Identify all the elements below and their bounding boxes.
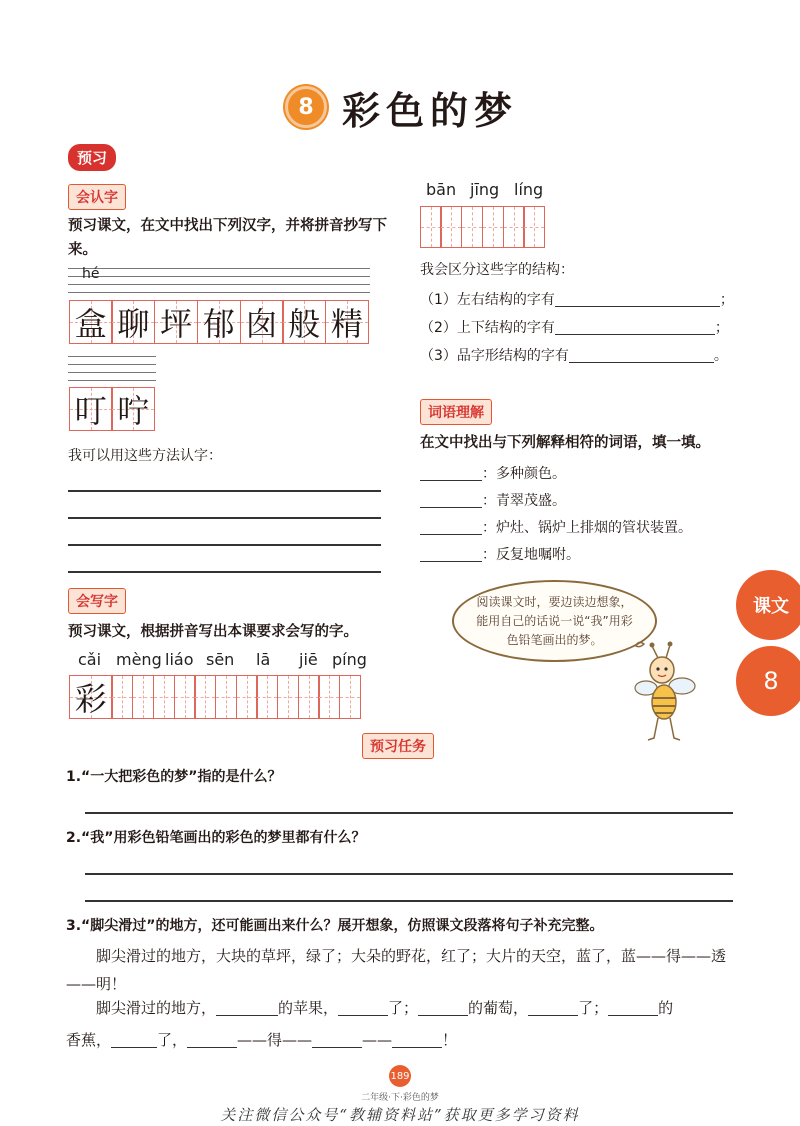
vocab-item: ：反复地嘱咐。 [420, 543, 580, 567]
fill-blank[interactable] [312, 1030, 362, 1048]
fill-blank[interactable] [216, 998, 278, 1016]
answer-line[interactable] [85, 900, 733, 902]
char-pair [237, 675, 278, 719]
question-3: 3.“脚尖滑过”的地方，还可能画出来什么？展开想象，仿照课文段落将句子补充完整。 [66, 918, 604, 934]
write-pinyin: lā [256, 650, 271, 669]
structure-item: （2）上下结构的字有 ； [420, 316, 742, 340]
tasks-label: 预习任务 [362, 733, 434, 759]
fill-blank[interactable] [420, 463, 482, 481]
fill-blank[interactable] [338, 998, 388, 1016]
answer-line[interactable] [68, 544, 381, 546]
right-pinyin: líng [514, 180, 544, 199]
char-cell: 郁 [197, 300, 241, 344]
vocab-item: ：青翠茂盛。 [420, 489, 566, 513]
bee-mascot-icon [628, 640, 708, 745]
write-pinyin: sēn [206, 650, 235, 669]
right-char-grid [421, 206, 545, 248]
lesson-number-badge: 8 [285, 86, 327, 128]
char-pair [196, 675, 237, 719]
methods-text: 我可以用这些方法认字： [68, 448, 222, 464]
char-cell[interactable] [215, 675, 237, 719]
answer-line[interactable] [85, 812, 733, 814]
write-label: 会写字 [68, 588, 126, 614]
answer-line[interactable] [68, 490, 381, 492]
sample-pinyin: hé [82, 266, 100, 282]
fill-blank[interactable] [392, 1030, 442, 1048]
write-first-char: 彩 [74, 680, 107, 718]
side-tab-number[interactable]: 8 [736, 646, 800, 716]
question-2: 2.“我”用彩色铅笔画出的彩色的梦里都有什么？ [66, 830, 366, 846]
write-pinyin: liáo [165, 650, 194, 669]
char-cell[interactable] [236, 675, 258, 719]
char-cell[interactable] [482, 206, 504, 248]
char-cell: 聊 [111, 300, 155, 344]
fill-blank[interactable] [555, 317, 715, 335]
question-1: 1.“一大把彩色的梦”指的是什么？ [66, 769, 282, 785]
model-paragraph: 脚尖滑过的地方，大块的草坪，绿了；大朵的野花，红了；大片的天空，蓝了，蓝——得——透——明！ [66, 947, 727, 993]
answer-line[interactable] [85, 873, 733, 875]
vocab-item: ：炉灶、锅炉上排烟的管状装置。 [420, 516, 692, 540]
recognize-instruction: 预习课文，在文中找出下列汉字，并将拼音抄写下来。 [68, 218, 387, 258]
char-cell[interactable] [111, 675, 133, 719]
fill-blank[interactable] [555, 289, 720, 307]
page-number: 189 [389, 1065, 411, 1087]
watermark-text: 关注微信公众号“教辅资料站”获取更多学习资料 [220, 1106, 580, 1124]
char-cell[interactable] [440, 206, 462, 248]
structure-title: 我会区分这些字的结构： [420, 262, 574, 278]
tip-text: 阅读课文时，要边读边想象，能用自己的话说一说“我”用彩色铅笔画出的梦。 [476, 594, 633, 647]
char-cell[interactable] [461, 206, 483, 248]
char-cell: 盒 [69, 300, 113, 344]
char-cell: 囱 [240, 300, 284, 344]
vocab-instruction: 在文中找出与下列解释相符的词语，填一填。 [420, 435, 710, 451]
char-cell[interactable] [503, 206, 525, 248]
char-cell: 精 [325, 300, 369, 344]
page-title: 彩色的梦 [342, 88, 519, 133]
vocab-label: 词语理解 [420, 399, 492, 425]
char-cell: 坪 [154, 300, 198, 344]
char-pair [70, 675, 113, 719]
pinyin-lines-row1 [68, 266, 370, 292]
char-cell[interactable] [153, 675, 175, 719]
char-cell[interactable] [194, 675, 216, 719]
preview-tag: 预习 [68, 144, 116, 171]
char-cell[interactable] [523, 206, 545, 248]
char-cell[interactable] [420, 206, 442, 248]
fill-blank[interactable] [420, 490, 482, 508]
write-instruction: 预习课文，根据拼音写出本课要求会写的字。 [68, 624, 358, 640]
char-pair [278, 675, 319, 719]
tip-bubble [452, 580, 657, 662]
char-pair [154, 675, 195, 719]
char-cell: 咛 [111, 387, 155, 431]
char-cell: 叮 [69, 387, 113, 431]
fill-blank[interactable] [111, 1030, 157, 1048]
char-cell[interactable] [174, 675, 196, 719]
answer-line[interactable] [68, 571, 381, 573]
fill-blank[interactable] [187, 1030, 237, 1048]
char-cell[interactable] [277, 675, 299, 719]
write-pinyin: cǎi [78, 650, 102, 669]
side-tab-section[interactable]: 课文 [736, 570, 800, 640]
fill-blank[interactable] [569, 345, 714, 363]
structure-item: （3）品字形结构的字有 。 [420, 344, 742, 368]
recognize-char-grid-row1 [70, 300, 369, 344]
recognize-char-grid-row2 [70, 387, 155, 431]
right-pinyin-row [420, 180, 560, 200]
pinyin-lines-row2 [68, 354, 156, 380]
char-pair [320, 675, 361, 719]
vocab-item: ：多种颜色。 [420, 462, 566, 486]
char-pair [113, 675, 154, 719]
write-pinyin: jiē [299, 650, 318, 669]
fill-blank[interactable] [420, 517, 482, 535]
right-pinyin: bān [426, 180, 457, 199]
write-pinyin-row [68, 650, 378, 670]
char-cell[interactable] [132, 675, 154, 719]
right-pinyin: jīng [470, 180, 500, 199]
fill-blank[interactable] [418, 998, 468, 1016]
structure-item: （1）左右结构的字有 ； [420, 288, 742, 312]
char-cell[interactable] [298, 675, 320, 719]
char-cell[interactable] [318, 675, 340, 719]
footer-caption: 二年级·下·彩色的梦 [361, 1093, 439, 1103]
recognize-label: 会认字 [68, 184, 126, 210]
char-cell[interactable] [256, 675, 278, 719]
write-char-grid [70, 675, 361, 719]
char-cell: 般 [282, 300, 326, 344]
fill-paragraph: 脚尖滑过的地方， 的苹果， 了； 的葡萄， 了； 的 香蕉， 了， ——得—— —— ！ [66, 999, 674, 1049]
char-cell[interactable] [339, 675, 361, 719]
answer-line[interactable] [68, 517, 381, 519]
fill-blank[interactable] [420, 544, 482, 562]
char-cell [69, 675, 113, 719]
fill-blank[interactable] [528, 998, 578, 1016]
write-pinyin: mèng [116, 650, 162, 669]
fill-blank[interactable] [608, 998, 658, 1016]
write-pinyin: píng [332, 650, 367, 669]
